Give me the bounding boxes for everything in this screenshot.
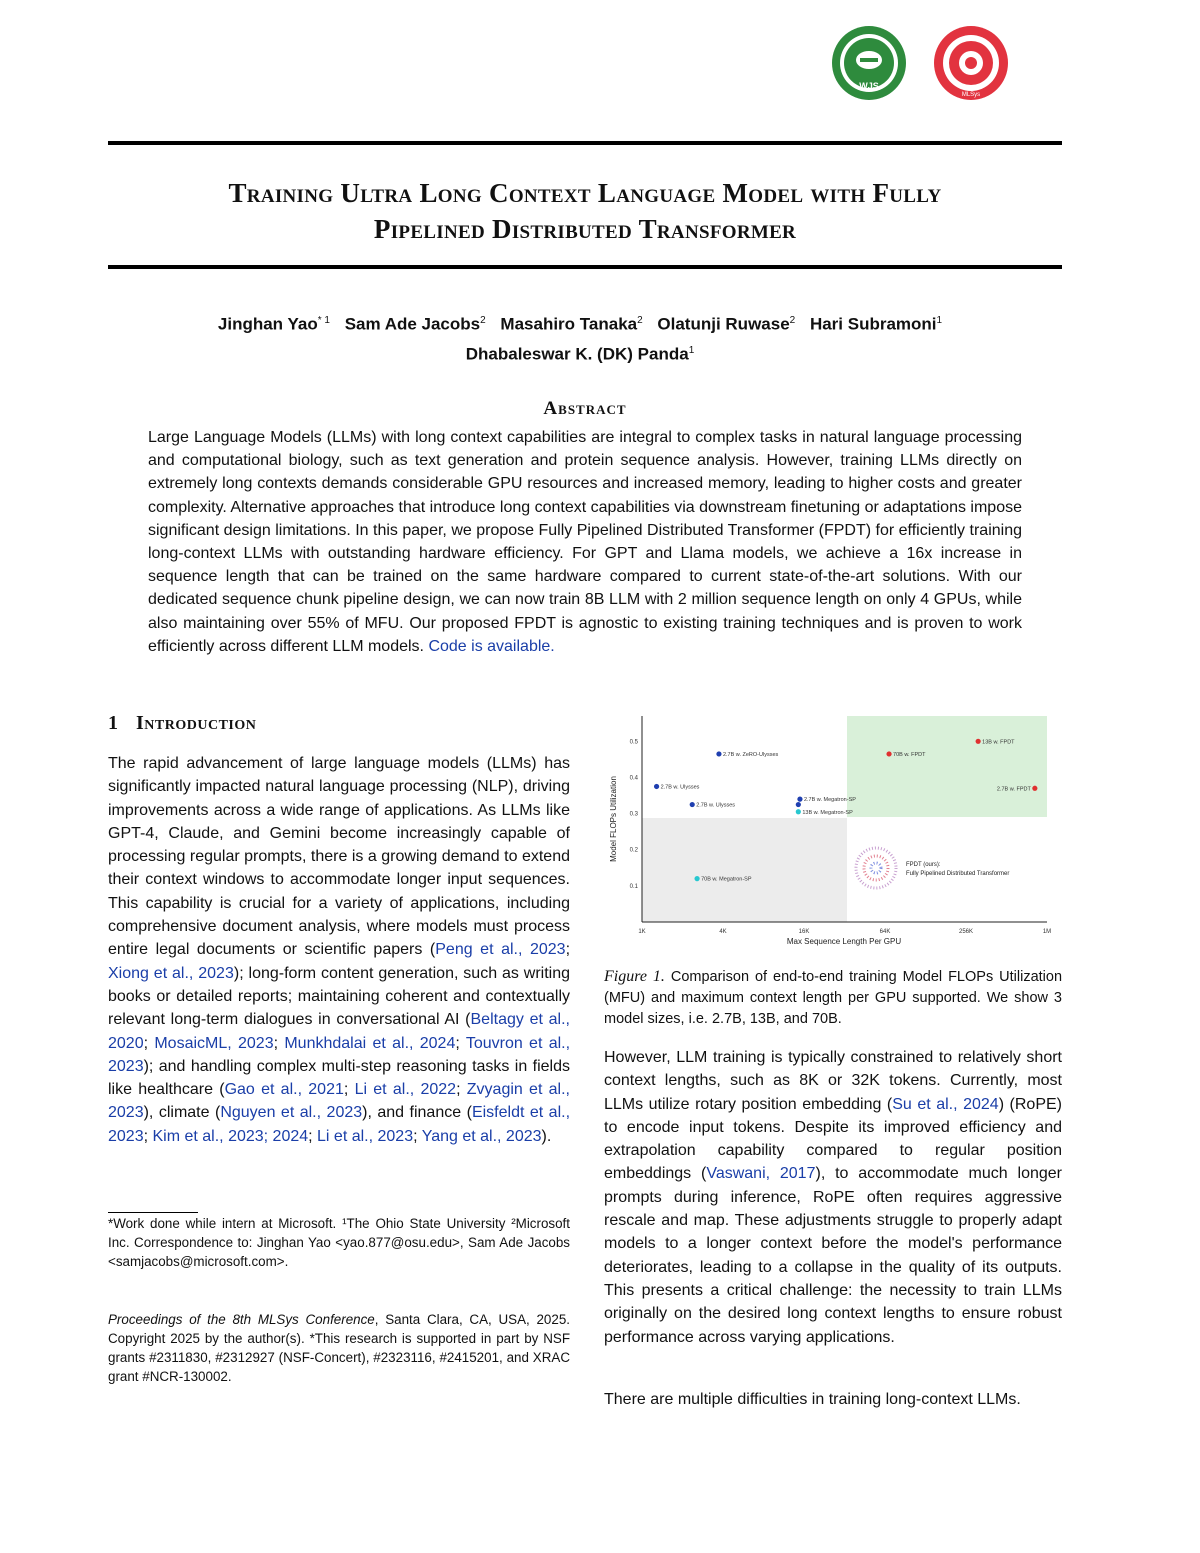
figure-1-chart (604, 706, 1062, 954)
citation[interactable]: Gao et al., 2021 (224, 1081, 344, 1099)
data-point-13b (694, 876, 699, 881)
data-point-fpdt (976, 739, 981, 744)
data-label: 2.7B w. Megatron-SP (803, 797, 856, 804)
x-tick-label: 16K (798, 929, 810, 935)
data-point-2.7b (796, 802, 801, 807)
y-tick-label: 0.5 (629, 739, 638, 746)
y-tick-label: 0.2 (629, 847, 638, 854)
institution-logo-red (932, 24, 1010, 102)
x-tick-label: 256K (958, 929, 974, 935)
author-list: Jinghan Yao$^{* 1}$ Sam Ade Jacobs$^2$ Masahiro Tanaka$^2$ Olatunji Ruwase$^2$ Hari Subramoni$^1$ Dhabaleswar K. (DK) Panda$^1$ (217, 314, 943, 364)
svg-text:WJS: WJS (859, 81, 879, 91)
author-name: Jinghan Yao (217, 314, 318, 334)
title-bottom-rule (108, 265, 1062, 269)
author-name: Masahiro Tanaka (500, 314, 638, 334)
citation[interactable]: Peng et al., 2023 (435, 941, 566, 959)
citation[interactable]: Su et al., 2024 (892, 1095, 999, 1113)
data-point-fpdt (886, 751, 891, 756)
citation[interactable]: Munkhdalai et al., 2024 (284, 1034, 456, 1052)
author-name: Olatunji Ruwase (657, 314, 790, 334)
data-label: 13B w. Megatron-SP (802, 809, 853, 816)
citation[interactable]: Zvyagin et al., 2023 (108, 1081, 571, 1122)
data-label: 2.7B w. Ulysses (696, 802, 736, 809)
fpdt-legend (856, 848, 1009, 888)
x-tick-label: 4K (719, 929, 727, 935)
data-point-2.7b (690, 802, 695, 807)
legend-scatter-cloud (856, 848, 896, 888)
citation[interactable]: Yang et al., 2023 (421, 1127, 542, 1145)
data-label: 2.7B w. Ulysses (660, 784, 700, 791)
paragraph-difficulties: There are multiple difficulties in training long-context LLMs. (604, 1391, 1021, 1408)
footnote-affiliations: *Work done while intern at Microsoft. ¹The Ohio State University ²Microsoft Inc. Correspondence to: Jinghan Yao <yao.877@osu.edu>, Sam Ade Jacobs <samjacobs@microsoft.com>. (108, 1216, 570, 1269)
y-tick-label: 0.4 (629, 775, 638, 782)
data-point-2.7b (654, 784, 659, 789)
legend-title: FPDT (ours): (906, 862, 941, 868)
code-link[interactable]: Code is available. (428, 637, 555, 655)
citation[interactable]: Vaswani, 2017 (706, 1165, 816, 1183)
citation[interactable]: Xiong et al., 2023 (108, 964, 234, 982)
citation[interactable]: Eisfeldt et al., 2023 (108, 1104, 571, 1145)
legend-subtitle: Fully Pipelined Distributed Transformer (906, 871, 1010, 877)
author-name: Hari Subramoni (809, 314, 937, 334)
x-tick-label: 1M (1042, 929, 1052, 935)
data-label: 70B w. Megatron-SP (701, 876, 752, 883)
citation[interactable]: Touvron et al., 2023 (108, 1034, 571, 1075)
author-name: Dhabaleswar K. (DK) Panda (465, 344, 689, 364)
x-axis-label: Max Sequence Length Per GPU (786, 937, 902, 946)
y-axis-label: Model FLOPs Utilization (609, 776, 618, 862)
citation[interactable]: Nguyen et al., 2023 (220, 1104, 363, 1122)
region-baseline-bg (642, 818, 847, 922)
region-fpdt-bg (847, 716, 1047, 817)
abstract-heading: Abstract (543, 398, 627, 419)
data-point-13b (796, 809, 801, 814)
citation[interactable]: Li et al., 2022 (354, 1081, 457, 1099)
abstract-body: Large Language Models (LLMs) with long context capabilities are integral to complex tasks in natural language processing and computational biology, such as text generation and protein sequence analysis. However, training LLMs directly on extremely long contexts demands considerable GPU resources and increased memory, leading to higher costs and greater complexity. Alternative approaches that introduce long context capabilities via downstream finetuning or adaptations impose significant design limitations. In this paper, we propose Fully Pipelined Distributed Transformer (FPDT) for efficiently training long-context LLMs with outstanding hardware efficiency. For GPT and Llama models, we achieve a 16x increase in sequence length that can be trained on the same hardware compared to current state-of-the-art solutions. With our dedicated sequence chunk pipeline design, we can now train 8B LLM with 2 million sequence length on only 4 GPUs, while also maintaining over 55% of MFU. Our proposed FPDT is agnostic to existing training techniques and is proven to work efficiently across different LLM models. Code is available. (148, 429, 1022, 655)
citation[interactable]: MosaicML, 2023 (154, 1034, 274, 1052)
footnote-rule (108, 1212, 198, 1213)
data-label: 2.7B w. ZeRO-Ulysses (722, 751, 779, 758)
footnote-proceedings: Proceedings of the 8th MLSys Conference, Santa Clara, CA, USA, 2025. Copyright 2025 by the author(s). *This research is supported in part by NSF grants #2311830, #2312927 (NSF-Concert), #2323116, #2415201, and XRAC grant #NCR-130002. (108, 1312, 570, 1384)
intro-paragraph: The rapid advancement of large language models (LLMs) has significantly impacted natural language processing (NLP), driving improvements across a wide range of applications. As LLMs like GPT-4, Claude, and Gemini become increasingly capable of processing regular prompts, there is a growing demand to extend their context windows to accommodate longer input sequences. This capability is crucial for a variety of applications, including comprehensive document analysis, where models must process entire legal documents or scientific papers (Peng et al., 2023; Xiong et al., 2023); long-form content generation, such as writing books or detailed reports; maintaining coherent and contextually relevant long-term dialogues in conversational AI (Beltagy et al., 2020; MosaicML, 2023; Munkhdalai et al., 2024; Touvron et al., 2023); and handling complex multi-step reasoning tasks in fields like healthcare (Gao et al., 2021; Li et al., 2022; Zvyagin et al., 2023), climate (Nguyen et al., 2023), and finance (Eisfeldt et al., 2023; Kim et al., 2023; 2024; Li et al., 2023; Yang et al., 2023). (108, 755, 571, 1145)
y-tick-label: 0.1 (629, 883, 638, 890)
citation[interactable]: Kim et al., 2023; 2024 (152, 1127, 309, 1145)
paragraph-rope: However, LLM training is typically constrained to relatively short context lengths, such as 8K or 32K tokens. Currently, most LLMs utilize rotary position embedding (Su et al., 2024) (RoPE) to encode input tokens. Despite its improved efficiency and extrapolation capability compared to regular position embeddings (Vaswani, 2017), to accommodate much longer prompts during inference, RoPE often requires aggressive rescale and map. These adjustments struggle to properly adapt models to a longer context before the model's performance deteriorates, leading to a collapse in the quality of its outputs. This presents a critical challenge: the necessity to train LLMs originally on the desired long context lengths to ensure robust performance across varying applications. (604, 1049, 1062, 1346)
x-tick-label: 1K (638, 929, 646, 935)
data-point-2.7b (716, 751, 721, 756)
data-point-fpdt (1032, 786, 1037, 791)
author-name: Sam Ade Jacobs (344, 314, 481, 334)
citation[interactable]: Beltagy et al., 2020 (108, 1011, 570, 1052)
data-point-2.7b (797, 797, 802, 802)
data-label: 2.7B w. FPDT (996, 786, 1031, 793)
section-heading-introduction: 1 Introduction (108, 712, 257, 734)
institution-logo-green (830, 24, 908, 102)
svg-text:MLSys: MLSys (961, 92, 981, 98)
data-label: 13B w. FPDT (982, 739, 1015, 746)
paper-title: Training Ultra Long Context Language Model with Fully Pipelined Distributed Transformer (228, 178, 942, 244)
citation[interactable]: Li et al., 2023 (317, 1127, 414, 1145)
figure-1-caption: Figure 1. Comparison of end-to-end training Model FLOPs Utilization (MFU) and maximum context length per GPU supported. We show 3 model sizes, i.e. 2.7B, 13B, and 70B. (604, 968, 1063, 1027)
title-top-rule (108, 141, 1062, 145)
x-tick-label: 64K (879, 929, 891, 935)
y-tick-label: 0.3 (629, 811, 638, 818)
data-label: 70B w. FPDT (893, 751, 926, 758)
